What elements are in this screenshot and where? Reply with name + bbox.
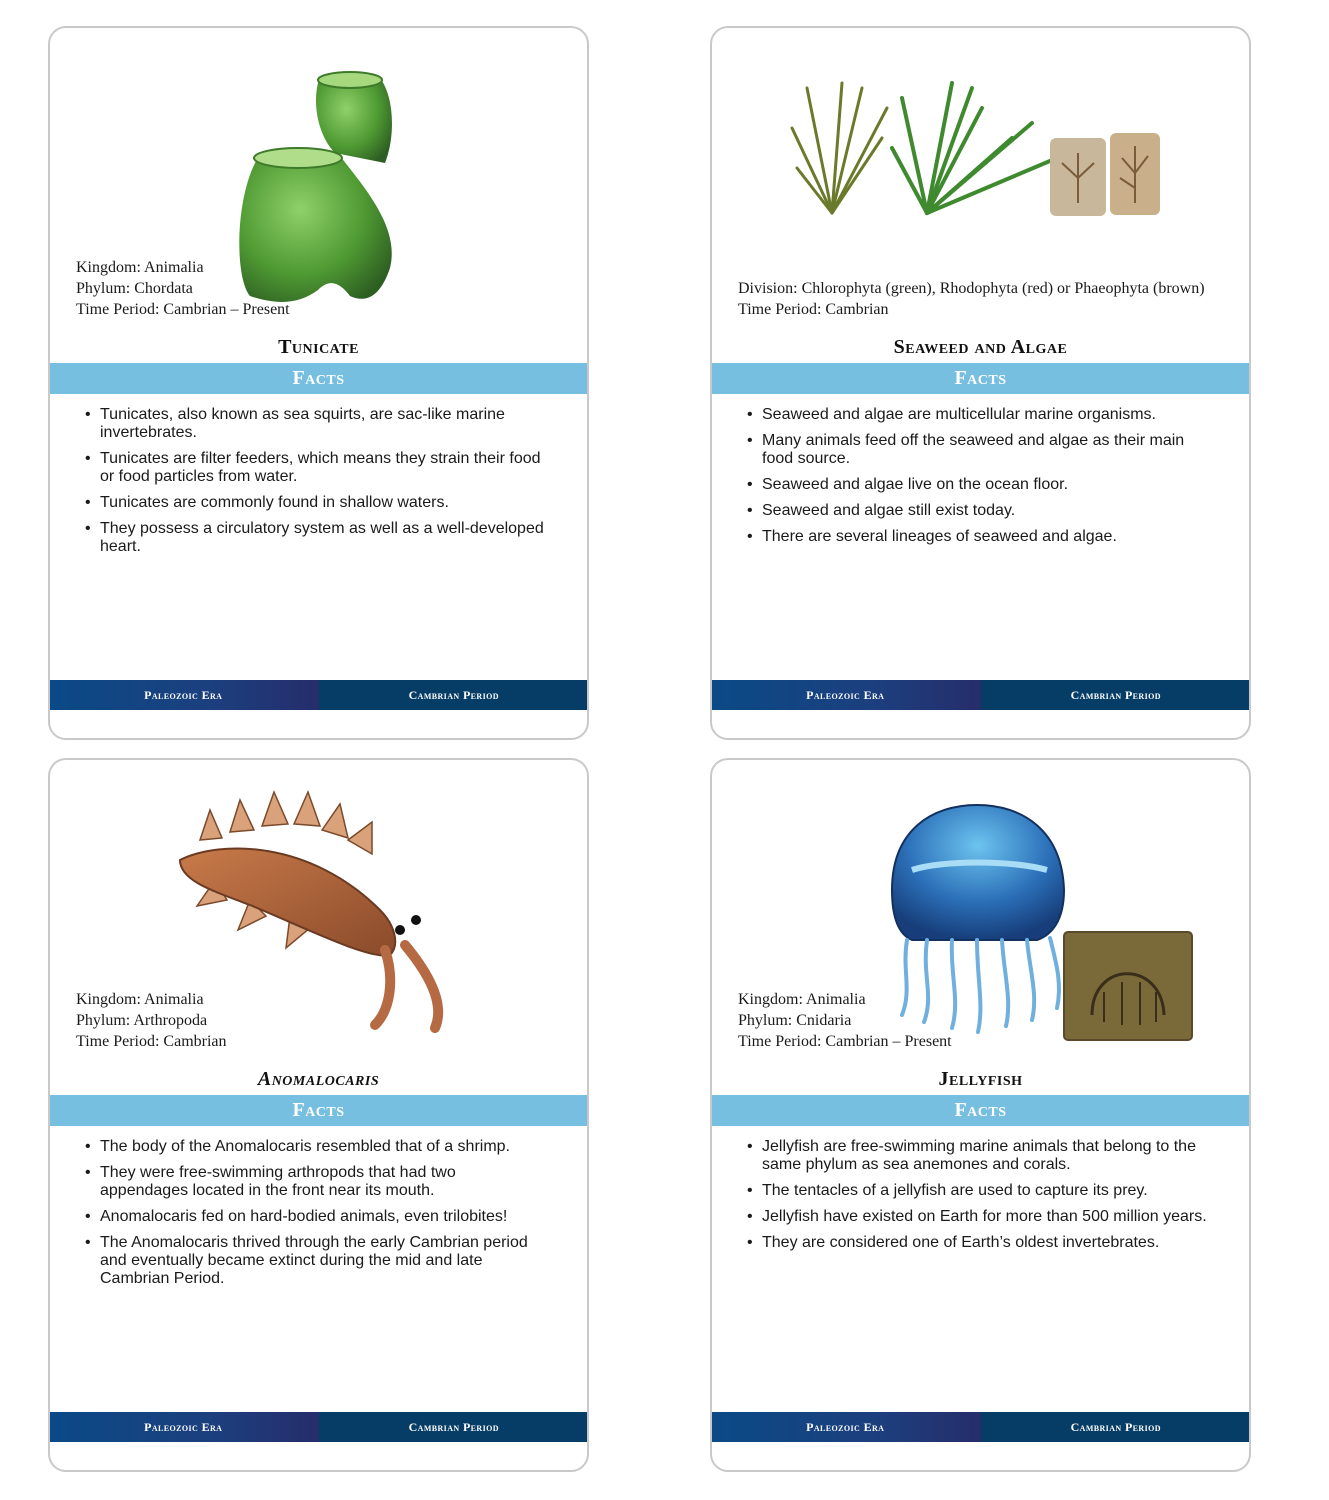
taxonomy-item: Kingdom: Animalia — [738, 991, 866, 1008]
facts-list — [100, 1138, 547, 1296]
taxonomy-list — [76, 257, 546, 320]
taxonomy-item: Phylum: Chordata — [76, 280, 193, 297]
period-label-box — [319, 1412, 590, 1442]
fact-item: • There are several lineages of seaweed and algae. — [762, 528, 1209, 546]
era-label-box — [710, 680, 981, 710]
card-title: Tunicate — [278, 336, 359, 358]
fact-item: • Jellyfish are free-swimming marine animals that belong to the same phylum as sea anemones and corals. — [762, 1138, 1209, 1174]
fact-item: • They were free-swimming arthropods that had two appendages located in the front near its mouth. — [100, 1164, 547, 1200]
taxonomy-item: Phylum: Cnidaria — [738, 1012, 852, 1029]
facts-header: Facts — [48, 1095, 589, 1126]
era-label: Paleozoic Era — [144, 688, 223, 702]
fact-item: • The tentacles of a jellyfish are used to capture its prey. — [762, 1182, 1209, 1200]
fact-item: • Seaweed and algae live on the ocean floor. — [762, 476, 1209, 494]
taxonomy-list — [738, 989, 1208, 1052]
period-label: Cambrian Period — [408, 1420, 499, 1434]
card-anomalocaris — [48, 758, 589, 1472]
taxonomy-item: Division: Chlorophyta (green), Rhodophyta (red) or Phaeophyta (brown) — [738, 280, 1205, 297]
period-label: Cambrian Period — [408, 688, 499, 702]
facts-header: Facts — [48, 363, 589, 394]
fact-item: • Anomalocaris fed on hard-bodied animals, even trilobites! — [100, 1208, 547, 1226]
card-title: Seaweed and Algae — [893, 336, 1068, 358]
era-label-box — [48, 680, 319, 710]
taxonomy-item: Time Period: Cambrian — [738, 301, 889, 318]
period-label: Cambrian Period — [1070, 688, 1161, 702]
card-footer — [710, 680, 1251, 710]
era-label: Paleozoic Era — [144, 1420, 223, 1434]
taxonomy-item: Kingdom: Animalia — [76, 991, 204, 1008]
card-seaweed-algae — [710, 26, 1251, 740]
facts-header: Facts — [710, 1095, 1251, 1126]
period-label: Cambrian Period — [1070, 1420, 1161, 1434]
fact-item: • The body of the Anomalocaris resembled that of a shrimp. — [100, 1138, 547, 1156]
period-label-box — [319, 680, 590, 710]
facts-list — [762, 1138, 1209, 1260]
era-label: Paleozoic Era — [806, 688, 885, 702]
taxonomy-list — [738, 278, 1208, 320]
facts-list — [762, 406, 1209, 554]
fact-item: • The Anomalocaris thrived through the early Cambrian period and eventually became extinct during the mid and late Cambrian Period. — [100, 1234, 547, 1288]
taxonomy-item: Kingdom: Animalia — [76, 259, 204, 276]
fact-item: • Tunicates are filter feeders, which means they strain their food or food particles from water. — [100, 450, 547, 486]
fact-item: • They are considered one of Earth’s oldest invertebrates. — [762, 1234, 1209, 1252]
era-label: Paleozoic Era — [806, 1420, 885, 1434]
facts-header: Facts — [710, 363, 1251, 394]
fact-item: • Tunicates are commonly found in shallow waters. — [100, 494, 547, 512]
card-footer — [48, 1412, 589, 1442]
era-label-box — [710, 1412, 981, 1442]
card-title: Jellyfish — [938, 1068, 1023, 1090]
fact-item: • Tunicates, also known as sea squirts, are sac-like marine invertebrates. — [100, 406, 547, 442]
card-footer — [710, 1412, 1251, 1442]
card-title: Anomalocaris — [257, 1068, 380, 1090]
facts-list — [100, 406, 547, 564]
taxonomy-list — [76, 989, 546, 1052]
taxonomy-item: Time Period: Cambrian – Present — [738, 1033, 952, 1050]
card-tunicate — [48, 26, 589, 740]
fact-item: • Jellyfish have existed on Earth for more than 500 million years. — [762, 1208, 1209, 1226]
fact-item: • Seaweed and algae are multicellular marine organisms. — [762, 406, 1209, 424]
card-jellyfish — [710, 758, 1251, 1472]
card-footer — [48, 680, 589, 710]
period-label-box — [981, 680, 1252, 710]
fact-item: • Seaweed and algae still exist today. — [762, 502, 1209, 520]
fact-item: • They possess a circulatory system as well as a well-developed heart. — [100, 520, 547, 556]
taxonomy-item: Time Period: Cambrian – Present — [76, 301, 290, 318]
era-label-box — [48, 1412, 319, 1442]
period-label-box — [981, 1412, 1252, 1442]
fact-item: • Many animals feed off the seaweed and algae as their main food source. — [762, 432, 1209, 468]
taxonomy-item: Phylum: Arthropoda — [76, 1012, 208, 1029]
taxonomy-item: Time Period: Cambrian — [76, 1033, 227, 1050]
